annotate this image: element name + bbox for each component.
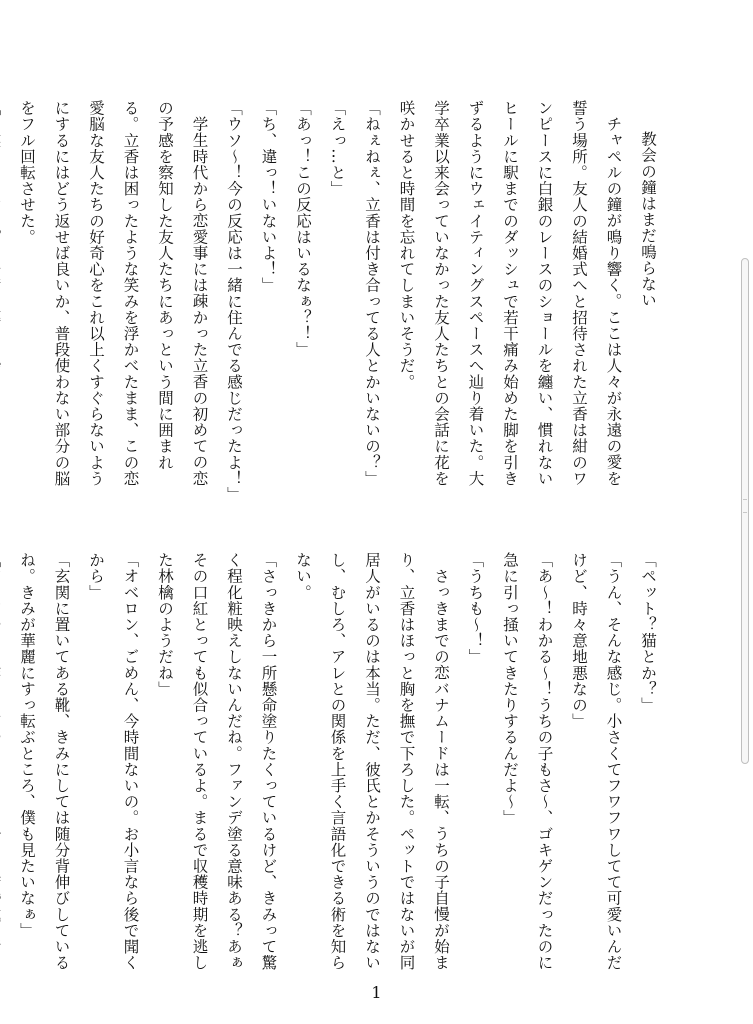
vertical-scrollbar[interactable] <box>741 258 749 764</box>
dialogue-line <box>0 100 10 500</box>
dialogue-line: 「あ〜！わかる〜！うちの子もさ〜、ゴキゲンだったのに急に引っ掻いてきたりするんだよ〜」 <box>501 552 554 971</box>
dialogue-line: 「うん、そんな感じ。小さくてフワフワしてて可愛いんだけど、時々意地悪なの」 <box>570 552 623 971</box>
text-block-bottom <box>18 552 665 982</box>
page-number: 1 <box>371 983 382 1002</box>
dialogue-line: 「うちも〜！」 <box>466 552 485 665</box>
dialogue-line: 「ち、違っ！いないよ！」 <box>259 100 278 294</box>
dialogue-line: 「玄関に置いてある靴、きみにしては随分背伸びしているね。きみが華麗にすっ転ぶところ、僕も見たいなぁ」 <box>18 552 71 971</box>
dialogue-line: 「オベロン、ごめん、今時間ないの。お小言なら後で聞くから」 <box>87 552 140 971</box>
document-title: 教会の鐘はまだ鳴らない <box>639 131 657 309</box>
text-block-top <box>18 100 665 503</box>
dialogue-line: 「ねぇねぇ、立香は付き合ってる人とかいないの？」 <box>363 100 381 487</box>
dialogue-line: 「えっ…と」 <box>328 100 347 197</box>
paragraph: 学生時代から恋愛事には疎かった立香の初めての恋の予感を察知した友人たちにあっという間に囲まれる。立香は困ったような笑みを浮かべたまま、この恋愛脳な友人たちの好奇心をこれ以上くすぐらないようにするにはどう返せば良いか、普段使わない部分の脳をフル回転させた。 <box>18 100 209 487</box>
dialogue-line <box>0 552 10 982</box>
dialogue-line: 「ペット？猫とか？」 <box>639 552 657 713</box>
paragraph: チャペルの鐘が鳴り響く。ここは人々が永遠の愛を誓う場所。友人の結婚式へと招待された立香は紺のワンピースに白銀のレースのショールを纏い、慣れないヒールに駅までのダッシュで若干痛み始めた脚を引きずるようにウェイティングスペースへ辿り着いた。大学卒業以来会っていなかった友人たちとの会話に花を咲かせると時間を忘れてしまいそうだ。 <box>397 100 623 487</box>
scrollbar-grip-icon[interactable] <box>743 499 747 513</box>
dialogue-line: 「あっ！この反応はいるなぁ？！」 <box>294 100 312 358</box>
paragraph: さっきまでの恋バナムードは一転、うちの子自慢が始まり、立香はほっと胸を撫で下ろした。ペットではないが同居人がいるのは本当。ただ、彼氏とかそういうのではないし、むしろ、アレとの関係を上手く言語化できる術を知らない。 <box>294 552 450 971</box>
dialogue-line: 「ウソ〜！今の反応は一緒に住んでる感じだったよ！」 <box>225 100 243 503</box>
dialogue-line: 「さっきから一所懸命塗りたくっているけど、きみって驚く程化粧映えしないんだね。ファンデ塗る意味ある？あぁその口紅とっても似合っているよ。まるで収穫時期を逃した林檎のようだね」 <box>156 552 278 971</box>
